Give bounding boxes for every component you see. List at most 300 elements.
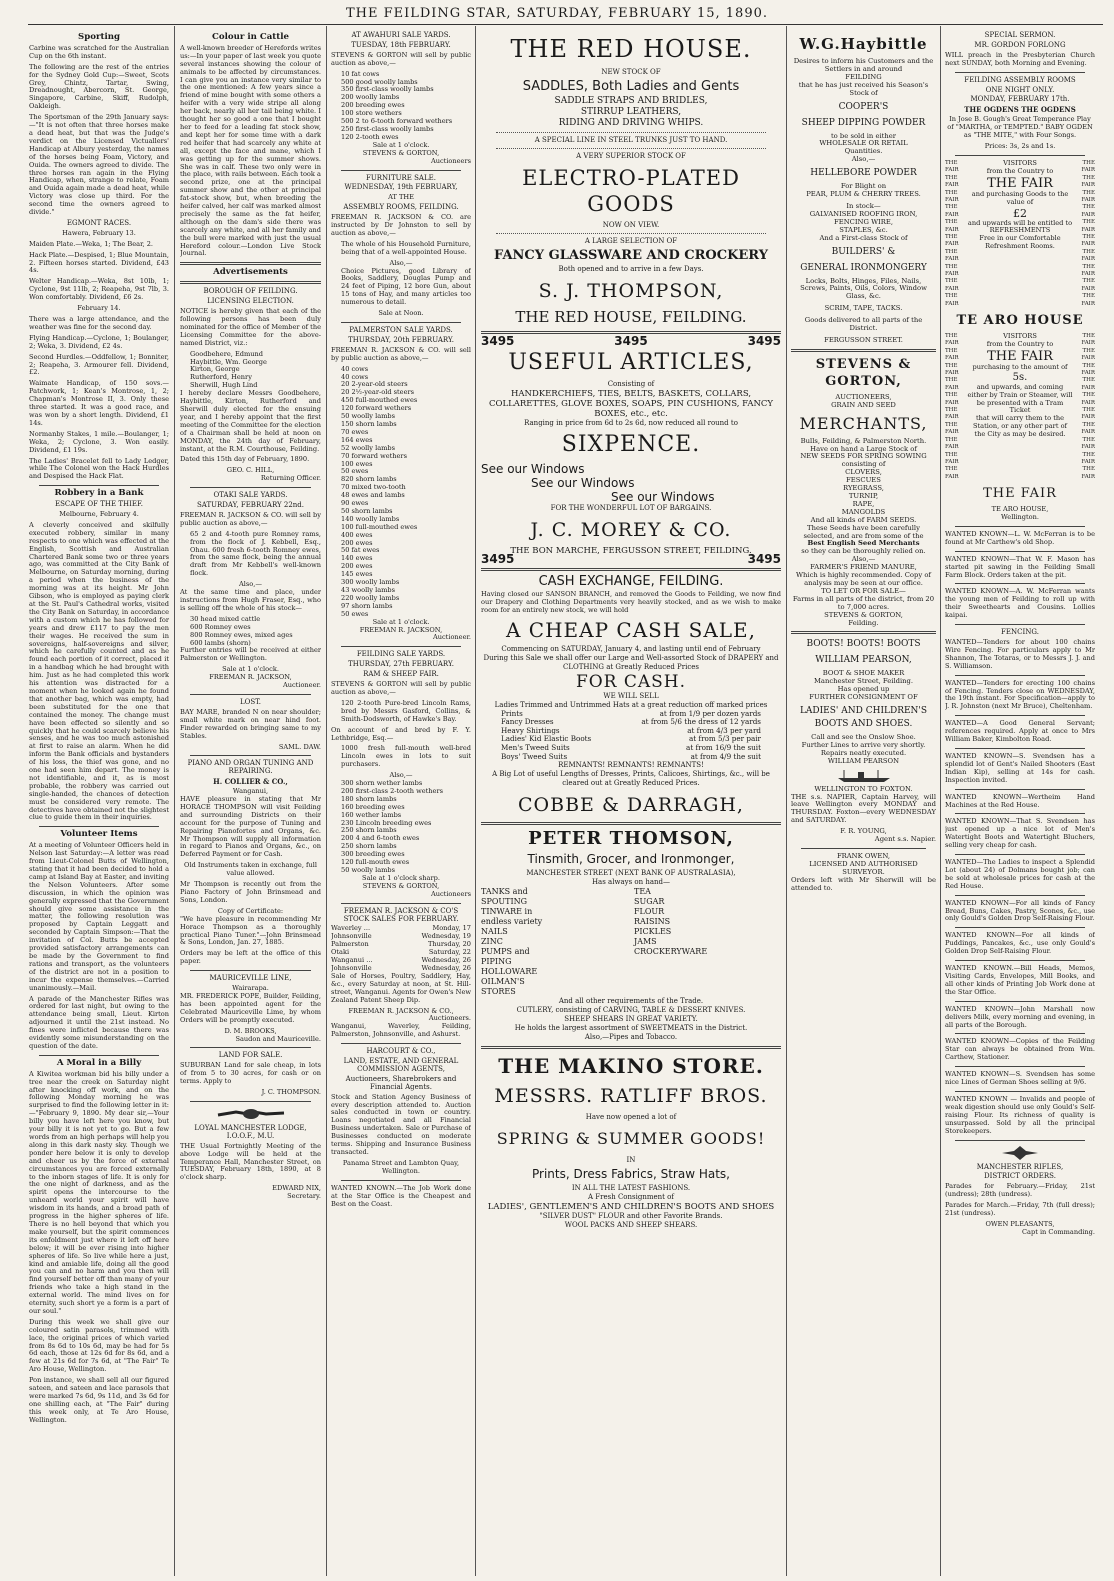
headline: Sporting [78,32,120,42]
text: SHEEP DIPPING POWDER [801,117,926,128]
fair-repeat: THE FAIR [1081,466,1095,480]
fair-big: THE FAIR [987,175,1053,191]
list-item: PUMPS and PIPING [481,947,530,967]
divider [341,1043,461,1044]
row-value: Wednesday, 26 [421,963,471,972]
list-item: NAILS [481,927,508,937]
fair-repeat: THE FAIR [1081,377,1095,391]
row-value: Monday, 17 [432,924,471,933]
divider [341,646,461,647]
paragraph: Mr Thompson is recently out from the Piano Factory of John Brinsmead and Sons, London. [180,880,321,904]
text: LADIES', GENTLEMEN'S AND CHILDREN'S BOOTS AND SHOES [487,1202,775,1213]
ad-subtitle: Auctioneers, Sharebrokers and Financial Agents. [345,1074,457,1091]
text: that he has just received his Season's [798,80,929,89]
text: Desires to inform his Customers and the Settlers in and around [793,57,934,73]
classified-ad: WANTED KNOWN—L. W. McFerran is to be found at Mr Carthew's old Shop. [945,529,1095,546]
list-item: 450 full-mouthed ewes [341,396,418,405]
signature: STEVENS & GORTON, [824,610,903,619]
ad-subtitle: WEDNESDAY, 19th FEBRUARY, [344,183,458,192]
makino-title: THE MAKINO STORE. [498,1054,764,1079]
fair-repeat: THE FAIR [945,333,959,347]
text: A VERY SUPERIOR STOCK OF [576,152,686,160]
text: Free in our Comfortable Refreshment Rooms. [979,234,1061,251]
fair-repeat: THE FAIR [1081,233,1095,248]
divider [496,148,766,149]
ad-title: LOST. [239,697,262,706]
divider [39,826,159,827]
paragraph: Second Hurdles.—Oddfellow, 1; Bonniter, 2; Reapeha, 3. Armourer fell. Dividend, £2. [29,352,169,377]
divider [496,132,766,133]
divider [955,526,1085,527]
fair-repeat: THE FAIR [1081,436,1095,451]
also: Also,— [239,580,262,589]
paragraph: WILL preach in the Presbyterian Church next SUNDAY, both Morning and Evening. [945,50,1095,67]
row-label: Men's Tweed Suits [501,742,570,752]
row-value: Wednesday, 19 [421,932,471,941]
ad-subtitle: THURSDAY, 27th FEBRUARY. [348,660,454,669]
text: FEILDING [845,72,882,81]
list-item: 250 shorn lambs [341,826,397,835]
sale-time: Sale at 1 o'clock sharp. [362,873,440,882]
sale-time: Sale at 1 o'clock. [372,617,430,626]
handshake-icon [216,1106,286,1122]
text: Farms in all parts of the district, from 20 to 7,000 acres. [792,594,935,611]
address: MANCHESTER STREET (NEXT BANK OF AUSTRALASIA), [526,869,736,878]
ad-subtitle: SATURDAY, FEBRUARY 22nd. [196,501,304,510]
also: Also,— [389,258,413,267]
ad-subtitle: DISTRICT ORDERS. [984,1172,1056,1181]
ad-subtitle: MR. GORDON FORLONG [974,40,1066,49]
classified-ad: WANTED KNOWN—S. Svendsen has a splendid lot of Gent's Nailed Shooters (East Indian Kip), selling at 14s for cash. Inspection invited. [945,751,1095,784]
divider [341,1180,461,1181]
divider [955,1033,1085,1034]
nominee: Rutherford, Henry [190,373,252,382]
ad-subtitle: LICENSING ELECTION. [207,297,294,306]
merchants-title: MERCHANTS, [799,413,928,433]
divider [190,487,311,488]
paragraph: On account of and bred by F. Y. Lethbridge, Esq.— [331,725,471,742]
list-item: 40 cows [341,364,369,373]
column-rule [174,26,175,1576]
divider [955,72,1085,73]
text: Wellington. [1001,513,1039,522]
address: Panama Street and Lambton Quay, Wellington. [342,1158,460,1175]
column-5 [791,30,936,1575]
column-rule [326,26,327,1576]
ad-title: THE OGDENS THE OGDENS [964,105,1076,115]
signature-title: Auctioneer. [282,681,321,690]
text: WE WILL SELL [603,691,659,700]
text: SCRIM, TAPE, TACKS. [824,304,903,313]
text: Call and see the Onslow Shoe. [811,733,916,742]
list-item: 100 ewes [341,459,373,468]
divider [180,281,321,284]
text: Best English Seed Merchants [807,539,920,548]
nominee: Goodbehere, Edmund [190,349,263,358]
divider [190,694,311,695]
windows-line: See our Windows [611,489,715,504]
ad-title: FURNITURE SALE. [366,173,436,182]
ad-number: 3495 [481,551,515,566]
signature-title: Auctioneers [430,889,471,898]
ad-title: BOROUGH OF FEILDING. [203,287,298,296]
text: LADIES' AND CHILDREN'S BOOTS AND SHOES. [799,706,928,730]
list-item: 164 ewes [341,435,373,444]
windows-line: See our Windows [481,461,585,476]
divider [955,675,1085,676]
list-item: 50 ewes [341,609,369,618]
text: GENERAL IRONMONGERY [800,262,927,273]
ad-title: PALMERSTON SALE YARDS. [349,326,453,334]
stock-list [331,366,471,619]
text: FOR THE WONDERFUL LOT OF BARGAINS. [550,503,712,512]
row-value: at from 1/9 per dozen yards [659,708,761,718]
divider [955,1001,1085,1002]
list-item: 100 full-mouthed ewes [341,522,418,531]
dateline: Hawera, February 13. [62,228,136,237]
headline: Advertisements [213,267,288,278]
divider [955,748,1085,749]
text: WOOL PACKS AND SHEEP SHEARS. [564,1221,698,1230]
classified-ad: WANTED—Tenders for about 100 chains Wire Fencing. For particulars apply to Mr Shannon, The Totaras, or to Messrs J. J. and S. Williamson. [945,638,1095,670]
divider [341,903,461,904]
paragraph: Normanby Stakes, 1 mile.—Boulanger, 1; Weka, 2; Cyclone, 3. Won easily. Dividend, £1 19s. [29,429,169,454]
paragraph: WANTED KNOWN.—The Job Work done at the Star Office is the Cheapest and Best on the Coast. [331,1183,471,1208]
text: WILLIAM PEARSON, [815,655,912,666]
dateline: February 14. [77,304,121,313]
fair-repeat: THE FAIR [1081,333,1095,347]
text: GRAIN AND SEED [831,400,896,409]
fair-repeat: THE FAIR [945,159,959,174]
divider [39,485,159,486]
signature: J. C. THOMPSON. [261,1088,321,1097]
ad-number: 3495 [481,334,515,348]
useful-title: USEFUL ARTICLES, [508,349,754,375]
text: And all kinds of FARM SEEDS. [810,515,917,524]
headline: Volunteer Items [60,829,138,840]
fair-repeat: THE FAIR [945,466,959,480]
paragraph: NOTICE is hereby given that each of the following persons has been duly nominated for the office of Member of the Licensing Committee for the above-named District, viz.: [180,307,321,347]
text: IN [626,1156,636,1165]
paragraph: A well-known breeder of Herefords writes us:—In your paper of last week you quote several instances showing the colour of animals to be affected by circumstances. I can give you an instance very similar to the one mentioned: A few years since a friend of mine bought with some others a heifer with a very wide stripe all along her back, nearly all her tail being white. I thought her so good a one that I bought her to feed for a leading fat stock show, and kept her for some time with a dark red heifer that had scarcely any white at all, except the face and mane, which I was getting up for the summer shows. She was in calf. These two only were in the place, with rails between. Each took a second prize, one at the principal summer show and the other at principal fat-stock show, but, when breeding the heifer calved, her calf was marked almost precisely the same as the fat heifer, although on the dam's side there was scarcely any white, and all her family and the bull were marked with just the usual Hereford colour.—London Live Stock Journal. [180,43,321,258]
text: A SPECIAL LINE IN STEEL TRUNKS JUST TO HAND. [534,136,728,144]
text: SHEEP SHEARS IN GREAT VARIETY. [564,1015,698,1024]
ad-title: FENCING. [1001,628,1039,637]
list-item: STAPLES, &c. [839,225,888,234]
text: Quantities. [844,147,883,156]
list-item: 140 woolly lambs [341,514,400,523]
list-item: 300 breeding ewes [341,850,405,859]
classified-ad: WANTED KNOWN — Invalids and people of weak digestion should use only Gould's Self-raising Flour. Its richness of quality is unsurpassed. Sold by all the principal Storekeepers. [945,1094,1095,1135]
paragraph: A cleverly conceived and skilfully executed robbery, similar in many respects to one which was effected at the English, Scottish and Australian Chartered Bank some two or three years ago, was committed at the City Bank of Melbourne, on Saturday morning, during a period when the business of the morning was at its height. Mr John Gibson, who is employed as paying clerk at the St. Paul's Cathedral works, visited the City Bank on Saturday, in accordance with a custom which he has followed for years and drew £117 to pay the men their wages. He received the sum in sovereigns, half-sovereigns and silver, which he carefully counted and as he found each portion of it correct, placed it in a handbag which he had brought with him. Just as he had completed this work his attention was distracted for a moment when he looked again he found that another bag, which was empty, had been substituted for the one that contained the money. The change must have been effected so silently and so quickly that he could scarcely believe his senses, and he was too much astonished at first to raise an alarm. When he did inform the Bank officials and bystanders of his loss, the thief was gone, and no one had seen him depart. The money is not identifiable, and it, as is most probable, the robbery was carried out single-handed, the chances of detection must be considered very remote. The detectives have obtained not the slightest clue to guide them in their inquiries. [29,520,169,822]
list-item: 97 shorn lambs [341,601,393,610]
list-item: 500 2 to 6-tooth forward wethers [341,117,453,126]
text: He holds the largest assortment of SWEETMEATS in the District. [514,1024,748,1033]
also: Also,— [389,771,413,780]
list-item: 500 good woolly lambs [341,77,418,86]
column-rule [940,26,941,1576]
signature: FREEMAN R. JACKSON, [359,625,443,634]
list-item: 230 Lincoln breeding ewes [341,818,432,827]
list-item: 150 shorn lambs [341,419,397,428]
text: and upwards will be entitled to [967,218,1073,227]
row-label: Fancy Dresses [501,717,554,727]
classified-ad: WANTED KNOWN—For all kinds of Fancy Bread, Buns, Cakes, Pastry, Scones, &c., use only Gould's Golden Drop Self-Raising Flour. [945,898,1095,923]
column-2 [180,30,321,1575]
signature-title: Secretary. [287,1192,321,1201]
saddles-line: SADDLES, Both Ladies and Gents [522,79,740,94]
row-label: Johnsonville [331,932,372,941]
haybittle-title: W.G.Haybittle [799,35,928,53]
text: NEW STOCK OF [601,68,661,76]
list-item: OILMAN'S STORES [481,977,525,997]
list-item: 50 woolly lambs [341,866,396,874]
text: BOOT & SHOE MAKER [822,669,905,678]
fair-repeat: THE FAIR [945,293,959,307]
list-item: 50 shorn lambs [341,506,393,515]
fair-repeat: THE FAIR [945,278,959,292]
subheading: EGMONT RACES. [66,218,132,227]
ad-title: OTAKI SALE YARDS. [213,491,288,500]
list-item: 100 store wethers [341,109,402,118]
fair-repeat: THE FAIR [1081,278,1095,292]
fair-repeat: THE FAIR [945,392,959,406]
text: HANDKERCHIEFS, TIES, BELTS, BASKETS, COLLARS, COLLARETTES, GLOVE BOXES, SOAPS, PIN CUSHIONS, FANCY BOXES, etc., etc. [488,388,774,419]
list-item: RAPE, [852,499,875,508]
classified-ad: WANTED KNOWN.—Bill Heads, Memos, Visiting Cards, Envelopes, Mill Books, and all other kinds of Printing Job Work done at the Star Office. [945,964,1095,996]
headline: A Moral in a Billy [56,1057,142,1068]
list-item: 20 2-year-old steers [341,380,408,389]
paragraph: Parades for February.—Friday, 21st (undress); 28th (undress). [945,1182,1095,1199]
fair-repeat: THE FAIR [1081,174,1095,189]
text: For Blight on [840,182,887,191]
classified-ad: WANTED KNOWN—Copies of the Feilding Star can always be obtained from Wm. Carthew, Stationer. [945,1037,1095,1062]
for-cash-title: FOR CASH. [575,671,687,692]
list-item: TANKS and SPOUTING [481,887,528,907]
redhouse-title: THE RED HOUSE. [510,35,752,63]
fair-repeat: THE FAIR [1081,347,1095,362]
text: Has opened up [837,685,890,694]
fancy-title: FANCY GLASSWARE AND CROCKERY [494,248,768,263]
nominee: Kirton, George [190,365,240,374]
classified-ad: WANTED—Tenders for erecting 100 chains of Fencing. Tenders close on WEDNESDAY, the 19th instant. For Specification—apply to J. R. Johnston (next Mr Bruce), Cheltenham. [945,678,1095,711]
divider [481,568,781,571]
text: And a First-class Stock of [819,233,908,242]
text: Both opened and to arrive in a few Days. [558,265,704,273]
row-value: Thursday, 20 [427,940,471,949]
text: TO LET OR FOR SALE— [821,586,906,595]
electro-title: ELECTRO-PLATED GOODS [522,166,740,216]
paragraph: Waimate Handicap, of 150 sovs.—Patchwork, 1; Kean's Montrose, 1, 2; Chapman's Montrose II, 3. Only these three started. It was a good race, and was won by a short length. Dividend, £1 14s. [29,379,169,427]
text: Goods delivered to all parts of the District. [804,316,923,333]
fair-repeat: THE FAIR [945,347,959,362]
signature: SAML. DAW. [278,742,321,751]
table-row [481,753,781,762]
text: REMNANTS! REMNANTS! REMNANTS! [558,761,704,770]
paragraph: At the same time and place, under instructions from Hugh Fraser, Esq., who is selling off the whole of his stock— [180,588,321,612]
classified-ad: WANTED KNOWN—S. Svendsen has some nice Lines of German Shoes selling at 9/6. [945,1070,1095,1087]
signature: F. R. YOUNG, [840,827,887,836]
fair-repeat: THE FAIR [1081,451,1095,465]
list-item: 70 ewes [341,427,369,436]
paragraph: THE s.s. NAPIER, Captain Harvey, will leave Wellington every MONDAY and THURSDAY. Foxton—every WEDNESDAY and SATURDAY. [791,792,936,825]
list-item: 10 fat cows [341,69,380,78]
paragraph: Maiden Plate.—Weka, 1; The Bear, 2. [29,239,153,248]
list-item: JAMS [634,937,657,947]
list-item: 600 Romney ewes [190,622,251,631]
classified-ad: WANTED KNOWN—For all kinds of Puddings, Pancakes, &c., use only Gould's Golden Drop Self-Raising Flour. [945,931,1095,956]
ad-title: AT AWAHURI SALE YARDS. [351,31,451,39]
column-1 [29,30,169,1575]
ad-subtitle: ONE NIGHT ONLY. [985,85,1055,94]
divider [955,927,1085,928]
text: A Fresh Consignment of [588,1193,674,1202]
text: purchasing to the amount of [972,362,1068,371]
list-item: 160 wether lambs [341,810,402,819]
text: STIRRUP LEATHERS, [580,107,682,117]
ad-number: 3495 [614,334,648,348]
list-item: PICKLES [634,927,672,937]
paragraph: FREEMAN R. JACKSON & CO. are instructed by Dr Johnston to sell by auction as above,— [331,213,471,237]
fair-repeat: THE FAIR [945,362,959,377]
list-item: 120 forward wethers [341,404,412,413]
goods-grid [481,887,781,997]
text: Ranging in price from 6d to 2s 6d, now reduced all round to [524,418,738,427]
address: THE RED HOUSE, FEILDING. [515,308,747,326]
paragraph: 120 2-tooth Pure-bred Lincoln Rams, bred by Messrs Gasford, Collins, & Smith-Dodsworth, of Hawke's Bay. [341,698,471,723]
paragraph: I hereby declare Messrs Goodbehere, Haybittle, Kirton, Rutherford and Sherwill duly elected for the ensuing year, and I hereby appoint that the first meeting of the Committee for the election of a Chairman shall be held at noon on MONDAY, the 24th day of February, instant, at the R.M. Courthouse, Feilding. [180,389,321,453]
paragraph: A parade of the Manchester Rifles was ordered for last night, but owing to the attendance being small, Lieut. Kirton adjourned it until the 21st instead. No fines were inflicted because there was evidently some misunderstanding on the question of the date. [29,994,169,1050]
column-rule [475,26,476,1576]
fair-repeat: THE FAIR [1081,204,1095,218]
classified-ad: WANTED KNOWN—That S. Svendsen has just opened up a nice lot of Men's Watertight Boots and Watertight Bluchers, selling very cheap for cash. [945,817,1095,850]
text: from the Country to [986,339,1054,348]
list-item: 120 2-tooth ewes [341,132,399,141]
paragraph: The following are the rest of the entries for the Sydney Gold Cup:—Sweet, Scots Grey, Chintz, Tartar, Swing, Dreadnought, Abercorn, St. George, Singapore, Carbine, Skiff, Rudolph, Oakleigh. [29,62,169,111]
list-item: SUGAR [634,897,665,907]
row-value: at from 5/3 per pair [688,734,761,744]
peter-title: PETER THOMSON, [528,828,734,850]
list-item: FLOUR [634,907,665,917]
divider [801,848,926,849]
signature: GEO. C. HILL, [226,466,275,475]
paragraph: Orders left with Mr Sherwill will be attended to. [791,875,936,892]
paragraph: Hack Plate.—Despised, 1; Blue Mountain, 2. Fifteen horses started. Dividend, £43 4s. [29,250,169,275]
column-4 [481,30,781,1575]
text: A Big Lot of useful Lengths of Dresses, Prints, Calicoes, Shirtings, &c., will be cleared out at Greatly Reduced Prices. [492,770,770,788]
signature: STEVENS & GORTON, [362,148,440,157]
text: NEW SEEDS FOR SPRING SOWING [800,452,927,461]
amount: £2 [1013,206,1027,220]
list-item: 250 first-class woolly lambs [341,124,434,133]
masthead-rule [28,24,1103,25]
fair-repeat: THE FAIR [1081,362,1095,377]
ad-number: 3495 [747,551,781,566]
text: CUTLERY, consisting of CARVING, TABLE & DESSERT KNIVES. [516,1006,746,1015]
nominee: Haybittle, Wm. George [190,357,267,366]
signature: FREEMAN R. JACKSON & CO., [348,1006,454,1015]
text: PEAR, PLUM & CHERRY TREES. [806,190,921,199]
goods-right [634,887,781,997]
list-item: 50 ewes [341,467,369,476]
ad-subtitle: RAM & SHEEP FAIR. [363,670,439,679]
divider [39,1055,159,1056]
row-value: at from 5/6 the dress of 12 yards [641,717,761,727]
classified-ad: WANTED—A Good General Servant; references required. Apply at once to Mrs William Baker, Kimbolton Road. [945,719,1095,744]
text: LICENSED AND AUTHORISED SURVEYOR. [809,859,918,876]
list-item: 300 shorn wether lambs [341,779,423,788]
paragraph: The whole of his Household Furniture, being that of a well-appointed House. [341,239,471,256]
signature: OWEN PLEASANTS, [985,1219,1055,1228]
text: NOW ON VIEW. [602,221,660,229]
paragraph: The Sportsman of the 29th January says:—"It is not often that three horses make a dead heat, but that was the Judge's verdict on the Licensed Victuallers' Handicap at Albury yesterday, the names of the horses being Foam, Victory, and Ouida. The owners agreed to divide. The three horses ran again in the Flying Handicap, when, strange to relate, Foam and Ouida again made a dead heat, while Victory was close up third. For the second time the owners agreed to divide." [29,113,169,217]
divider [955,583,1085,584]
paragraph: In Jose B. Gough's Great Temperance Play of "MARTHA, or TEMPTED." BABY OGDEN as "THE MITE," with Four Songs. [947,115,1093,140]
list-item: 800 Romney ewes, mixed ages [190,630,293,639]
windows-line: See our Windows [531,475,635,490]
wanted-list [945,531,1095,625]
text: Has always on hand— [591,878,671,887]
paragraph: STEVENS & GORTON will sell by public auction as above,— [331,50,471,67]
fair-repeat: THE FAIR [1081,421,1095,436]
row-label: Heavy Shirtings [501,725,560,735]
text: "SILVER DUST" FLOUR and other Favorite Brands. [539,1212,723,1221]
row-label: Ladies' Kid Elastic Boots [501,734,592,744]
text: COOPER'S [838,101,889,112]
steamship-icon [834,769,894,783]
fair-repeat: THE FAIR [945,451,959,465]
signature-title: Auctioneers. [428,1014,471,1023]
paragraph: THE Usual Fortnightly Meeting of the above Lodge will be held at the Temperance Hall, Manchester Street, on TUESDAY, February 18th, 1890, at 8 o'clock sharp. [180,1141,321,1182]
masthead: THE FEILDING STAR, SATURDAY, FEBRUARY 15, 1890. [345,6,769,21]
list-item: 52 woolly lambs [341,443,396,452]
price-table [481,710,781,762]
ad-subtitle: Wanganui, [232,787,269,796]
column-3 [331,30,471,1575]
fair-repeat: THE FAIR [945,233,959,248]
row-value: at from 4/3 per yard [687,725,761,735]
divider [180,262,321,265]
row-label: Waverley ... [331,924,371,933]
ad-title: HARCOURT & CO., [366,1047,436,1056]
row-label: Johnsonville [331,963,372,972]
signature-title: Returning Officer. [260,474,321,483]
headline: Colour in Cattle [212,32,289,42]
fair-repeat-left [945,333,967,481]
classified-ad: WANTED KNOWN—John Marshall now delivers Milk, every morning and evening, in all parts of the Borough. [945,1004,1095,1029]
fair-repeat-right [1073,333,1095,481]
list-item: 48 ewes and lambs [341,491,405,500]
divider [955,813,1085,814]
ad-title: FEILDING ASSEMBLY ROOMS [964,75,1076,84]
headline: Robbery in a Bank [54,488,144,499]
signature-title: Auctioneer. [432,633,471,642]
list-item: RYEGRASS, [843,484,884,493]
text: FERGUSSON STREET. [824,335,903,344]
list-item: 820 shorn lambs [341,475,397,484]
paragraph: Parades for March.—Friday, 7th (full dress); 21st (undress). [945,1201,1095,1218]
ad-title: MANCHESTER RIFLES, [976,1162,1064,1171]
paragraph: HAVE pleasure in stating that Mr HORACE THOMPSON will visit Feilding and surrounding Districts on their account for the purpose of Tuning and Repairing Pianofortes and Organs, &c. Mr Thompson will supply all information in regard to Pianos and Organs, &c., on Deferred Payment or for Cash. [180,795,321,859]
text: RIDING AND DRIVING WHIPS. [558,118,704,128]
paragraph: During this week we shall give our coloured satin parasols, trimmed with lace, the original prices of which varied from 8s 6d to 10s 6d, may be had for 5s 6d each, those at 12s 6d for 8s 6d, and a few at 21s 6d for 7s 6d, at "The Fair" Te Aro House, Wellington. [29,1317,169,1374]
sale-time: Sale at 1 o'clock. [222,665,279,674]
text: Have on hand a Large Stock of [810,444,917,453]
fair-repeat: THE FAIR [945,377,959,391]
list-item: 70 forward wethers [341,451,407,460]
list-item: 180 shorn lambs [341,794,397,803]
subheading: ESCAPE OF THE THIEF. [55,500,143,509]
